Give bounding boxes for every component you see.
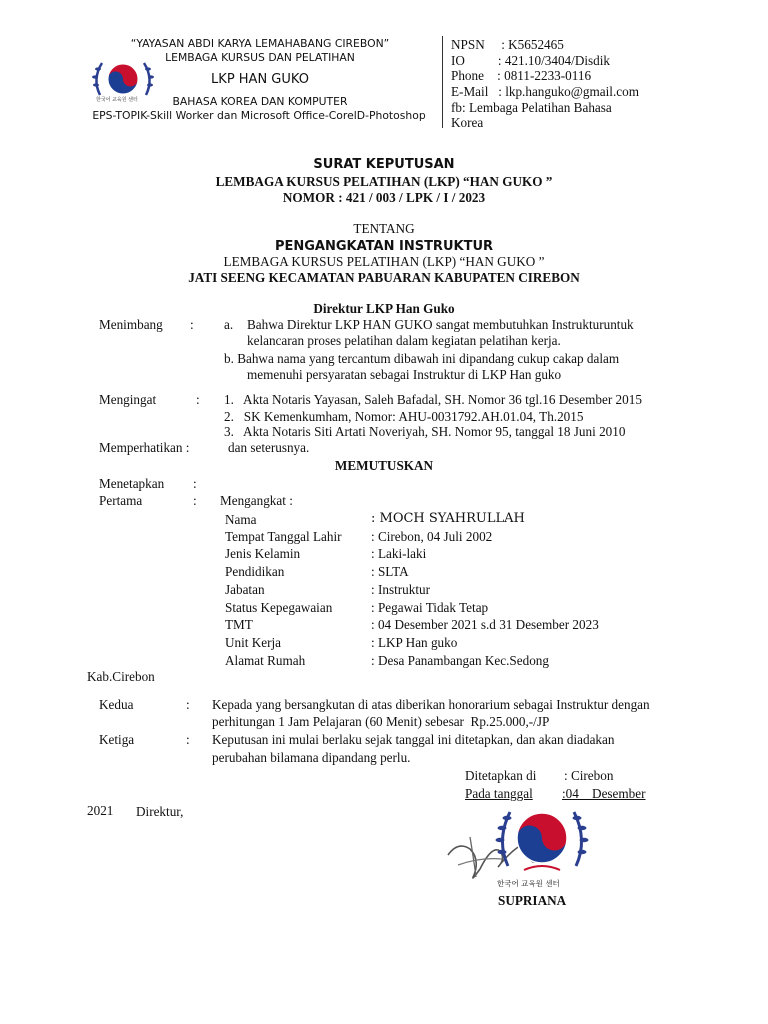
- memperhatikan-label: Memperhatikan :: [99, 440, 190, 455]
- mengingat-label: Mengingat: [99, 392, 157, 407]
- letterhead-subject: BAHASA KOREA DAN KOMPUTER: [172, 95, 348, 108]
- letterhead-name: LKP HAN GUKO: [211, 72, 309, 87]
- field-value: : SLTA: [371, 564, 409, 579]
- letterhead-programs: EPS-TOPIK-Skill Worker dan Microsoft Office-CorelD-Photoshop: [92, 109, 426, 122]
- field-label: Nama: [225, 512, 257, 527]
- contact-email: E-Mail : lkp.hanguko@gmail.com: [451, 84, 639, 99]
- ketiga-line2: perubahan bilamana dipandang perlu.: [212, 750, 411, 765]
- field-value: : 04 Desember 2021 s.d 31 Desember 2023: [371, 617, 599, 632]
- doc-subject-institution: LEMBAGA KURSUS PELATIHAN (LKP) “HAN GUKO ”: [223, 254, 545, 269]
- menimbang-colon: :: [190, 317, 194, 332]
- field-label: Alamat Rumah: [225, 653, 306, 668]
- letterhead-institution-type: LEMBAGA KURSUS DAN PELATIHAN: [165, 51, 355, 64]
- field-value: : Cirebon, 04 Juli 2002: [371, 529, 493, 544]
- pada-tanggal-value: :04 Desember: [562, 786, 646, 801]
- kedua-line2: perhitungan 1 Jam Pelajaran (60 Menit) sebesar Rp.25.000,-/JP: [212, 714, 550, 729]
- contact-phone: Phone : 0811-2233-0116: [451, 68, 592, 83]
- field-label: Jabatan: [225, 582, 265, 597]
- menetapkan-label: Menetapkan: [99, 476, 165, 491]
- memutuskan-heading: MEMUTUSKAN: [334, 458, 434, 473]
- field-value: : Instruktur: [371, 582, 430, 597]
- contact-facebook-cont: Korea: [451, 115, 484, 130]
- pada-tanggal-label: Pada tanggal: [465, 786, 533, 801]
- menetapkan-colon: :: [193, 476, 197, 491]
- ditetapkan-value: : Cirebon: [564, 768, 614, 783]
- direktur-label: Direktur,: [136, 804, 184, 819]
- kedua-label: Kedua: [99, 697, 134, 712]
- ketiga-line1: Keputusan ini mulai berlaku sejak tanggal ini ditetapkan, dan akan diadakan: [212, 732, 615, 747]
- doc-number: NOMOR : 421 / 003 / LPK / I / 2023: [282, 190, 486, 205]
- menimbang-b-line1: b. Bahwa nama yang tercantum dibawah ini dipandang cukup cakap dalam: [224, 351, 620, 366]
- field-value: : LKP Han guko: [371, 635, 458, 650]
- menimbang-b-line2: memenuhi persyaratan sebagai Instruktur di LKP Han guko: [247, 367, 562, 382]
- field-value: : Desa Panambangan Kec.Sedong: [371, 653, 549, 668]
- menimbang-label: Menimbang: [99, 317, 163, 332]
- doc-subject: PENGANGKATAN INSTRUKTUR: [274, 239, 494, 254]
- pertama-label: Pertama: [99, 493, 143, 508]
- contact-facebook: fb: Lembaga Pelatihan Bahasa: [451, 100, 612, 115]
- mengingat-colon: :: [196, 392, 200, 407]
- doc-about: TENTANG: [353, 221, 415, 236]
- ditetapkan-label: Ditetapkan di: [465, 768, 537, 783]
- menimbang-a-num: a.: [224, 317, 234, 332]
- doc-institution: LEMBAGA KURSUS PELATIHAN (LKP) “HAN GUKO ”: [215, 174, 553, 189]
- ketiga-colon: :: [186, 732, 190, 747]
- menimbang-a-line1: Bahwa Direktur LKP HAN GUKO sangat membutuhkan Instrukturuntuk: [247, 317, 634, 332]
- doc-location: JATI SEENG KECAMATAN PABUARAN KABUPATEN CIREBON: [188, 270, 580, 285]
- kedua-line1: Kepada yang bersangkutan di atas diberikan honorarium sebagai Instruktur dengan: [212, 697, 650, 712]
- year: 2021: [87, 803, 114, 818]
- mengingat-item-3: 3. Akta Notaris Siti Artati Noveriyah, SH. Nomor 95, tanggal 18 Juni 2010: [224, 424, 626, 439]
- memperhatikan-text: dan seterusnya.: [228, 440, 310, 455]
- letterhead-foundation: “YAYASAN ABDI KARYA LEMAHABANG CIREBON”: [130, 37, 390, 50]
- mengingat-item-1: 1. Akta Notaris Yayasan, Saleh Bafadal, SH. Nomor 36 tgl.16 Desember 2015: [224, 392, 642, 407]
- menimbang-a-line2: kelancaran proses pelatihan dalam kegiatan pelatihan kerja.: [247, 333, 561, 348]
- kedua-colon: :: [186, 697, 190, 712]
- field-value: : Laki-laki: [371, 546, 427, 561]
- contact-io: IO : 421.10/3404/Disdik: [451, 53, 610, 68]
- stamp-caption: 한국어 교육원 센터: [497, 879, 560, 888]
- field-label: Tempat Tanggal Lahir: [225, 529, 342, 544]
- field-value: : MOCH SYAHRULLAH: [371, 511, 525, 526]
- mengangkat-label: Mengangkat :: [220, 493, 293, 508]
- signer-name: SUPRIANA: [498, 893, 567, 908]
- doc-director: Direktur LKP Han Guko: [313, 301, 455, 316]
- field-label: Status Kepegawaian: [225, 600, 333, 615]
- address-continuation: Kab.Cirebon: [87, 669, 155, 684]
- contact-npsn: NPSN : K5652465: [451, 37, 564, 52]
- doc-title: SURAT KEPUTUSAN: [313, 157, 455, 172]
- ketiga-label: Ketiga: [99, 732, 135, 747]
- logo-caption: 한국어 교육원 센터: [96, 97, 138, 103]
- letterhead-divider: [442, 36, 443, 128]
- mengingat-item-2: 2. SK Kemenkumham, Nomor: AHU-0031792.AH.01.04, Th.2015: [224, 409, 584, 424]
- field-value: : Pegawai Tidak Tetap: [371, 600, 489, 615]
- stamp-logo: [494, 800, 590, 882]
- field-label: TMT: [225, 617, 253, 632]
- field-label: Jenis Kelamin: [225, 546, 301, 561]
- field-label: Pendidikan: [225, 564, 285, 579]
- pertama-colon: :: [193, 493, 197, 508]
- field-label: Unit Kerja: [225, 635, 282, 650]
